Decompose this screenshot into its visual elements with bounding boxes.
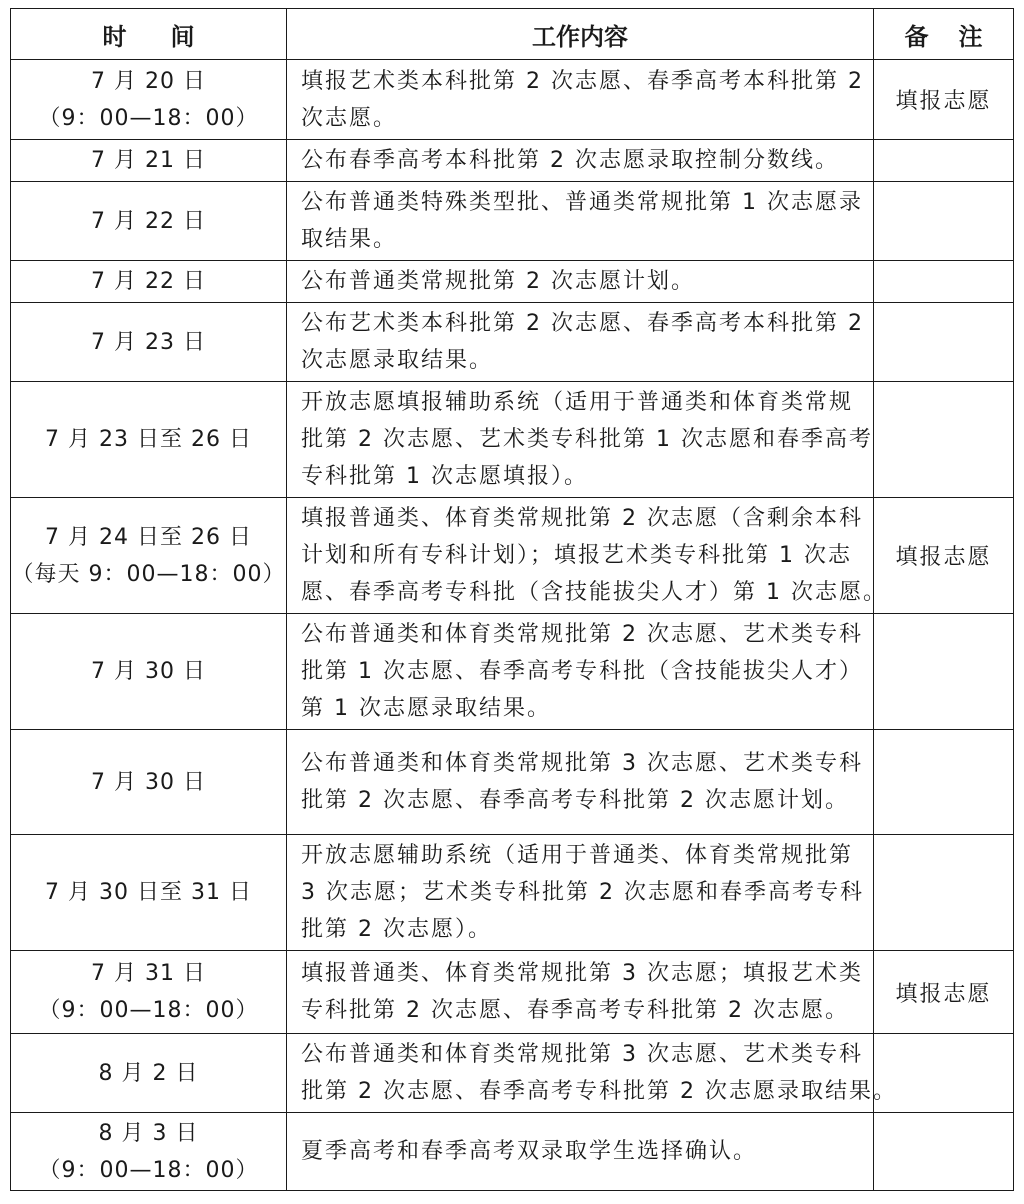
content-line: 公布艺术类本科批第 2 次志愿、春季高考本科批第 2: [301, 311, 864, 336]
note-cell: [874, 614, 1014, 730]
time-cell: [11, 303, 287, 382]
content-line: 公布普通类常规批第 2 次志愿计划。: [301, 269, 695, 294]
content-line: 公布普通类和体育类常规批第 3 次志愿、艺术类专科: [301, 751, 863, 776]
time-line: 7 月 30 日: [91, 659, 206, 684]
time-line: 7 月 22 日: [91, 269, 206, 294]
note-cell: [874, 835, 1014, 951]
table-row: [11, 614, 1014, 730]
header-note: 备 注: [874, 9, 1014, 60]
time-line: （9：00—18：00）: [38, 998, 259, 1023]
table-row: [11, 140, 1014, 182]
content-cell: [287, 303, 874, 382]
time-cell: [11, 261, 287, 303]
time-line: 7 月 31 日: [91, 961, 206, 986]
content-line: 次志愿录取结果。: [301, 348, 494, 373]
table-row: [11, 261, 1014, 303]
content-line: 公布春季高考本科批第 2 次志愿录取控制分数线。: [301, 148, 839, 173]
time-cell: [11, 1034, 287, 1113]
time-line: （9：00—18：00）: [38, 1157, 259, 1183]
note-cell: [874, 182, 1014, 261]
content-line: 填报普通类、体育类常规批第 2 次志愿（含剩余本科: [301, 506, 863, 531]
time-line: 7 月 30 日: [91, 769, 206, 795]
content-line: 夏季高考和春季高考双录取学生选择确认。: [301, 1139, 758, 1164]
note-cell: [874, 140, 1014, 182]
content-cell: [287, 951, 874, 1034]
table-row: [11, 182, 1014, 261]
content-cell: [287, 1113, 874, 1191]
content-cell: [287, 382, 874, 498]
content-line: 专科批第 1 次志愿填报）。: [301, 464, 588, 489]
note-cell: [874, 1113, 1014, 1191]
time-cell: [11, 614, 287, 730]
time-line: 7 月 24 日至 26 日: [45, 524, 252, 550]
time-line: 7 月 23 日至 26 日: [45, 427, 252, 452]
content-line: 公布普通类和体育类常规批第 3 次志愿、艺术类专科: [301, 1042, 863, 1067]
time-cell: [11, 730, 287, 835]
content-line: 次志愿。: [301, 105, 398, 131]
content-line: 计划和所有专科计划）；填报艺术类专科批第 1 次志: [301, 543, 852, 568]
note-cell: [874, 261, 1014, 303]
table-row: [11, 730, 1014, 835]
time-line: 7 月 30 日至 31 日: [45, 880, 252, 905]
content-line: 填报普通类、体育类常规批第 3 次志愿；填报艺术类: [301, 961, 863, 986]
content-cell: [287, 60, 874, 140]
table-row: [11, 951, 1014, 1034]
table-row: [11, 60, 1014, 140]
note-cell: [874, 382, 1014, 498]
time-line: （每天 9：00—18：00）: [11, 561, 286, 587]
header-content: 工作内容: [287, 9, 874, 60]
content-line: 批第 2 次志愿、春季高考专科批第 2 次志愿录取结果。: [301, 1079, 897, 1104]
table-row: [11, 1113, 1014, 1191]
note-cell: [874, 730, 1014, 835]
content-cell: [287, 730, 874, 835]
table-row: [11, 1034, 1014, 1113]
time-cell: [11, 835, 287, 951]
table-row: [11, 498, 1014, 614]
content-line: 愿、春季高考专科批（含技能拔尖人才）第 1 次志愿。: [301, 580, 887, 605]
time-line: 7 月 20 日: [91, 68, 206, 94]
note-cell: 填报志愿: [874, 498, 1014, 614]
table-header-row: [11, 9, 1014, 60]
content-cell: [287, 182, 874, 261]
schedule-document: [10, 8, 1013, 1191]
content-cell: [287, 835, 874, 951]
table-row: [11, 303, 1014, 382]
content-line: 公布普通类特殊类型批、普通类常规批第 1 次志愿录: [301, 190, 863, 215]
content-line: 批第 2 次志愿）。: [301, 917, 492, 942]
time-line: 7 月 21 日: [91, 148, 206, 173]
content-line: 批第 2 次志愿、艺术类专科批第 1 次志愿和春季高考: [301, 427, 873, 452]
time-cell: [11, 498, 287, 614]
content-cell: [287, 1034, 897, 1113]
time-cell: [11, 1113, 287, 1191]
schedule-table: [10, 8, 1014, 1191]
content-line: 第 1 次志愿录取结果。: [301, 696, 551, 721]
content-line: 批第 2 次志愿、春季高考专科批第 2 次志愿计划。: [301, 788, 849, 813]
note-cell: [874, 303, 1014, 382]
content-line: 批第 1 次志愿、春季高考专科批（含技能拔尖人才）: [301, 659, 863, 684]
content-line: 开放志愿填报辅助系统（适用于普通类和体育类常规: [301, 390, 854, 415]
content-line: 取结果。: [301, 227, 398, 252]
content-line: 填报艺术类本科批第 2 次志愿、春季高考本科批第 2: [301, 68, 864, 94]
time-cell: [11, 182, 287, 261]
time-line: 8 月 3 日: [98, 1120, 199, 1146]
content-cell: [287, 140, 874, 182]
content-line: 专科批第 2 次志愿、春季高考专科批第 2 次志愿。: [301, 998, 849, 1023]
header-time: 时 间: [11, 9, 287, 60]
time-line: 7 月 22 日: [91, 208, 206, 234]
content-cell: [287, 614, 874, 730]
note-cell: 填报志愿: [874, 60, 1014, 140]
time-line: 7 月 23 日: [91, 329, 206, 355]
note-cell: 填报志愿: [874, 951, 1014, 1034]
time-cell: [11, 382, 287, 498]
time-cell: [11, 951, 287, 1034]
table-row: [11, 382, 1014, 498]
content-line: 公布普通类和体育类常规批第 2 次志愿、艺术类专科: [301, 622, 863, 647]
content-cell: [287, 498, 887, 614]
time-line: （9：00—18：00）: [38, 105, 259, 131]
time-cell: [11, 140, 287, 182]
content-line: 开放志愿辅助系统（适用于普通类、体育类常规批第: [301, 843, 854, 868]
time-cell: [11, 60, 287, 140]
content-cell: [287, 261, 874, 303]
table-row: [11, 835, 1014, 951]
time-line: 8 月 2 日: [98, 1060, 199, 1086]
content-line: 3 次志愿；艺术类专科批第 2 次志愿和春季高考专科: [301, 880, 864, 905]
